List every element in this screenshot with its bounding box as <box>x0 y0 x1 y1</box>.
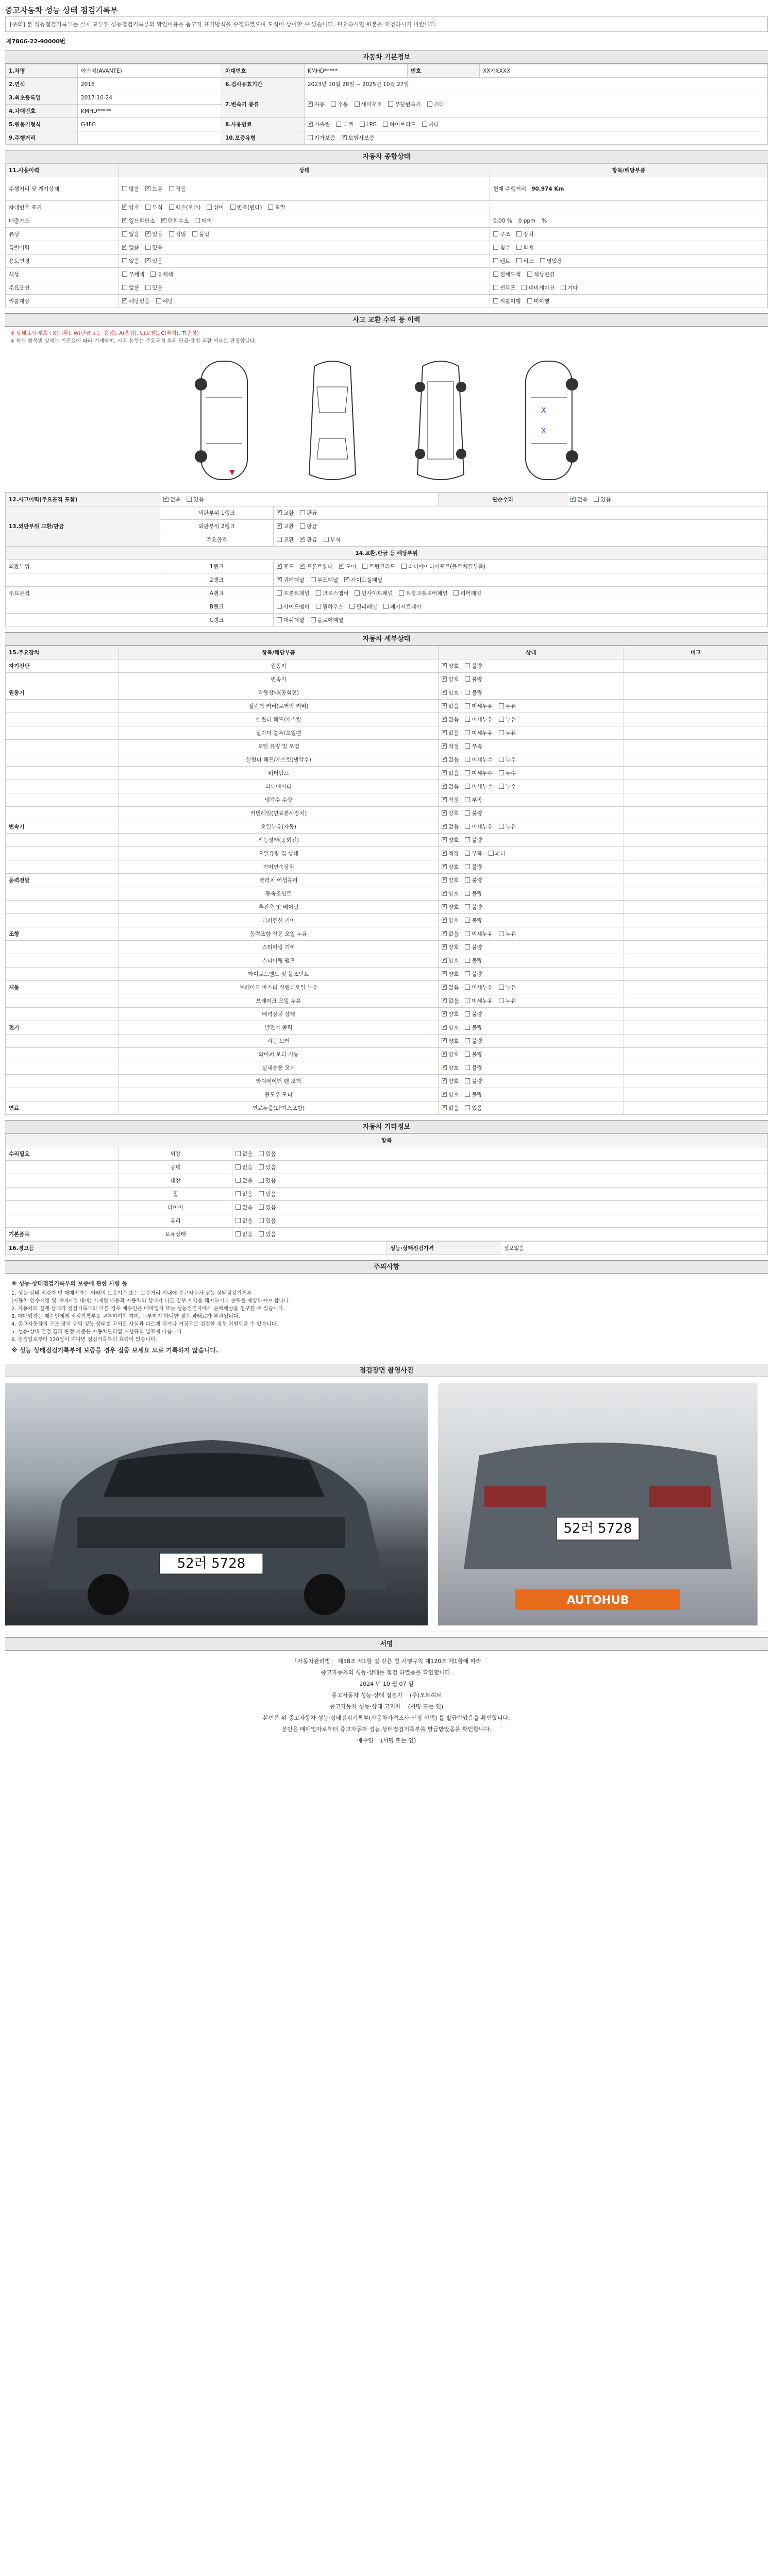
section-overall-status: 자동차 종합상태 <box>5 150 768 163</box>
detail-row: 타이로드엔드 및 볼조인트 ✔ 양호 불량 <box>6 968 768 981</box>
detail-row: 냉각수 수량 ✔ 적정 부족 <box>6 793 768 807</box>
detail-row: 전기 발전기 출력 ✔ 양호 불량 <box>6 1021 768 1035</box>
other-row: 휠 없음 있음 <box>6 1188 768 1201</box>
section-other-info: 자동차 기타정보 <box>5 1120 768 1133</box>
checkbox <box>442 1065 447 1070</box>
section-accident-history: 사고 교환 수리 등 이력 <box>5 313 768 327</box>
checkbox <box>442 944 447 950</box>
other-row: 내장 없음 있음 <box>6 1174 768 1188</box>
other-bottom-table: 16.경고등 성능·상태점검가격 정보없음 <box>5 1241 768 1255</box>
checkbox <box>465 770 470 775</box>
checkbox <box>442 690 447 695</box>
checkbox <box>465 891 470 896</box>
checkbox <box>442 757 447 762</box>
checkbox <box>442 958 447 963</box>
checkbox <box>442 703 447 708</box>
label-mileage: 9.주행거리 <box>6 131 78 145</box>
svg-text:▼: ▼ <box>229 468 235 477</box>
checkbox <box>442 743 447 749</box>
checkbox <box>465 1078 470 1083</box>
detail-row: 스티어링 기어 ✔ 양호 불량 <box>6 941 768 954</box>
detail-row: 오일유량 및 상태 ✔ 적정 부족 과다 <box>6 847 768 860</box>
warranty-options: 자가보증✔ 보험사보증 <box>305 131 768 145</box>
detail-row: 라디에이터 팬 모터 ✔ 양호 불량 <box>6 1075 768 1088</box>
detail-row: 실린더 헤드/개스킷(냉각수) ✔ 없음 미세누수 누수 <box>6 753 768 767</box>
checkbox <box>442 1092 447 1097</box>
value-mileage <box>78 131 222 145</box>
checkbox <box>465 1092 470 1097</box>
detail-row: 브레이크 오일 누유 ✔ 없음 미세누유 누유 <box>6 994 768 1008</box>
label-fuel: 8.사용연료 <box>222 118 305 131</box>
label-inspection-period: 6.검사유효기간 <box>222 78 305 91</box>
plate-text: 52러 5728 <box>177 1556 246 1571</box>
row-label: 용도변경 <box>6 255 119 268</box>
row-label: 특별이력 <box>6 241 119 255</box>
other-row: 광택 없음 있음 <box>6 1161 768 1174</box>
value-chassis: KMHD***** <box>78 105 222 118</box>
detail-row: 연료 연료누출(LP가스포함) ✔ 없음 있음 <box>6 1101 768 1115</box>
detail-row: 추진축 및 베어링 ✔ 양호 불량 <box>6 901 768 914</box>
label-warranty: 10.보증유형 <box>222 131 305 145</box>
detail-row: 배력장치 상태 ✔ 양호 불량 <box>6 1008 768 1021</box>
row-label: 리콜대상 <box>6 295 119 308</box>
document-title: 중고자동차 성능 상태 점검기록부 <box>5 6 118 15</box>
checkbox <box>465 676 470 682</box>
checkbox <box>442 676 447 682</box>
checkbox <box>465 717 470 722</box>
accident-table: 12.사고이력(주요골격 포함) ✔ 없음 있음 단순수리 ✔ 없음 있음 13.외판부위 교환/판금 외판부위 1랭크 ✔ 교환 판금 외판부위 2랭크 ✔ 교환 판금 주요골격 교환✔ 판금 부식 14.교환,판금 등 해당부위 외판부위 1랭크 ✔ 후드✔ 프론트휀더✔ 도어 트렁크리드 라디에이터서포트(볼트체결부품) 2랭크 ✔ 쿼터패널 루프패널✔ 사이드실패널 주요골격 A랭크 프론트패널 크로스멤버 인사이드패널 트렁크플로어패널 리어패널 B랭크 사이드멤버 휠하우스 필러패널 패키지트레이 C랭크 대쉬패널 플로어패널 <box>5 493 768 627</box>
checkbox <box>465 1105 470 1110</box>
row-label: 배출가스 <box>6 214 119 228</box>
section-signature: 서명 <box>5 1637 768 1651</box>
notice: [주의] 본 성능점검기록부는 실제 교부된 성능점검기록부의 확인이용을 돕고자 표기방식을 수정하였으며 도식이 상이할 수 있습니다. 필요하시면 원본을 요청하시기 바랍니다. <box>5 16 768 32</box>
checkbox <box>442 877 447 883</box>
detail-row: 기어변속장치 ✔ 양호 불량 <box>6 860 768 874</box>
checkbox <box>499 998 504 1003</box>
detail-row: 등속조인트 ✔ 양호 불량 <box>6 887 768 901</box>
car-diagram <box>5 348 768 493</box>
checkbox <box>465 703 470 708</box>
label-accident: 12.사고이력(주요골격 포함) <box>6 493 160 506</box>
serial-number: 제7866-22-90000번 <box>6 38 65 45</box>
detail-row: 실린더 커버(로커암 커버) ✔ 없음 미세누유 누유 <box>6 700 768 713</box>
detail-row: 제동 브레이크 마스터 실린더오일 누유 ✔ 없음 미세누유 누유 <box>6 981 768 994</box>
detail-row: 원동기 작동상태(공회전) ✔ 양호 불량 <box>6 686 768 700</box>
checkbox <box>499 985 504 990</box>
detail-row: 라디에이터 ✔ 없음 미세누수 누수 <box>6 780 768 793</box>
detail-row: 스티어링 펌프 ✔ 양호 불량 <box>6 954 768 968</box>
detail-row: 실린더 블록/오일팬 ✔ 없음 미세누유 누유 <box>6 726 768 740</box>
checkbox <box>442 770 447 775</box>
value-inspection-period: 2023년 10월 28일 ~ 2025년 10월 27일 <box>305 78 768 91</box>
overall-status-table: 11.사용이력 상태 항목/해당부품 주행거리 및 계기상태 많음✔ 보통 적음 현재 주행거리 90,974 Km 차대번호 표기 ✔ 양호 부식 훼손(오손) 상이 변조(변타) 도말 배출가스 ✔ 일산화탄소✔ 탄화수소 매연 0.00 % 0 ppm % 튜닝 없음✔ 있음 적법 불법 구조 장치 특별이력 ✔ 없음 있음 침수 화재 용도변경 없음✔ 있음 렌트 리스 영업용 색상 무채색 유채색 전체도색 색상변경 주요옵션 없음 있음 썬루프 네비게이션 기타 리콜대상 ✔ 해당없음 해당 리콜이행 미이행 <box>5 163 768 308</box>
detail-row: 커먼레일(연료분사장치) ✔ 양호 불량 <box>6 807 768 820</box>
checkbox <box>442 904 447 909</box>
checkbox <box>442 797 447 802</box>
checkbox <box>308 101 313 107</box>
row-label: 차대번호 표기 <box>6 201 119 214</box>
checkbox <box>442 864 447 869</box>
checkbox <box>465 918 470 923</box>
front-photo <box>5 1383 428 1625</box>
value-plate: XX가XXXX <box>480 64 768 78</box>
checkbox <box>465 944 470 950</box>
checkbox <box>499 784 504 789</box>
rear-photo <box>438 1383 758 1625</box>
car-left-side-icon <box>186 356 263 485</box>
label-repair: 단순수리 <box>439 493 567 506</box>
checkbox <box>465 851 470 856</box>
parts-group: 외판부위 <box>6 560 160 573</box>
row-label: 튜닝 <box>6 228 119 241</box>
row-label: 주요옵션 <box>6 281 119 295</box>
label-chassis: 4.차대번호 <box>6 105 78 118</box>
row-label: 주행거리 및 계기상태 <box>6 177 119 201</box>
checkbox <box>465 931 470 936</box>
checkbox <box>465 784 470 789</box>
transmission-options: ✔ 자동 수동 세미오토 무단변속기 기타 <box>305 91 768 118</box>
checkbox <box>465 797 470 802</box>
label-outer: 13.외판부위 교환/판금 <box>6 506 160 547</box>
other-info-table: 항목 수리필요 외장 없음 있음 광택 없음 있음 내장 없음 있음 휠 없음 있음 타이어 없음 있음 유리 없음 있음 기본품목 보유상태 없음 있음 <box>5 1133 768 1241</box>
label-vin: 차대번호 <box>222 64 305 78</box>
detail-row: 동력전달 클러치 어셈블리 ✔ 양호 불량 <box>6 874 768 887</box>
checkbox <box>442 810 447 816</box>
car-bottom-icon <box>402 356 479 485</box>
checkbox <box>442 824 447 829</box>
checkbox <box>442 1105 447 1110</box>
label-car-name: 1.차명 <box>6 64 78 78</box>
detail-row: 자기진단 원동기 ✔ 양호 불량 <box>6 659 768 673</box>
checkbox <box>465 877 470 883</box>
checkbox <box>489 851 494 856</box>
label-year: 2.연식 <box>6 78 78 91</box>
other-row: 유리 없음 있음 <box>6 1214 768 1228</box>
checkbox <box>442 784 447 789</box>
basic-info-table <box>5 64 768 145</box>
checkbox <box>442 730 447 735</box>
checkbox <box>442 837 447 842</box>
checkbox <box>442 663 447 668</box>
checkbox <box>465 690 470 695</box>
value-first-reg: 2017-10-24 <box>78 91 222 105</box>
checkbox <box>499 703 504 708</box>
other-row: 타이어 없음 있음 <box>6 1201 768 1214</box>
detail-table: 15.주요장치 항목/해당부품 상태 비고 자기진단 원동기 ✔ 양호 불량 변속기 ✔ 양호 불량 원동기 작동상태(공회전) ✔ 양호 불량 실린더 커버(로커암 커버) ✔ 없음 미세누유 누유 실린더 헤드/개스킷 ✔ 없음 미세누유 누유 실린더 블록/오일팬 ✔ 없음 미세누유 누유 오일 유량 및 오염 ✔ 적정 부족 실린더 헤드/개스킷(냉각수) ✔ 없음 미세누수 누수 워터펌프 ✔ 없음 미세누수 누수 라디에이터 ✔ 없음 미세누수 누수 냉각수 수량 ✔ 적정 부족 커먼레일(연료분사장치) ✔ 양호 불량 변속기 오일누유(자동) ✔ 없음 미세누유 누유 작동상태(공회전) ✔ 양호 불량 오일유량 및 상태 ✔ 적정 부족 과다 기어변속장치 ✔ 양호 불량 동력전달 클러치 어셈블리 ✔ 양호 불량 등속조인트 ✔ 양호 불량 추진축 및 베어링 ✔ 양호 불량 디퍼렌셜 기어 ✔ 양호 불량 조향 동력조향 작동 오일 누유 ✔ 없음 미세누유 누유 스티어링 기어 ✔ 양호 불량 스티어링 펌프 ✔ 양호 불량 타이로드엔드 및 볼조인트 ✔ 양호 불량 제동 브레이크 마스터 실린더오일 누유 ✔ 없음 미세누유 누유 브레이크 오일 누유 ✔ 없음 미세누유 누유 배력장치 상태 ✔ 양호 불량 전기 발전기 출력 ✔ 양호 불량 시동 모터 ✔ 양호 불량 와이퍼 모터 기능 ✔ 양호 불량 실내송풍 모터 ✔ 양호 불량 라디에이터 팬 모터 ✔ 양호 불량 윈도우 모터 ✔ 양호 불량 연료 연료누출(LP가스포함) ✔ 없음 있음 <box>5 646 768 1115</box>
detail-row: 변속기 오일누유(자동) ✔ 없음 미세누유 누유 <box>6 820 768 834</box>
value-engine: G4FG <box>78 118 222 131</box>
checkbox <box>442 985 447 990</box>
checkbox <box>442 1011 447 1016</box>
checkbox <box>465 730 470 735</box>
checkbox <box>465 971 470 976</box>
section-cautions: 주의사항 <box>5 1260 768 1274</box>
checkbox <box>465 1011 470 1016</box>
checkbox <box>465 864 470 869</box>
checkbox <box>465 837 470 842</box>
checkbox <box>465 663 470 668</box>
checkbox <box>465 958 470 963</box>
detail-row: 조향 동력조향 작동 오일 누유 ✔ 없음 미세누유 누유 <box>6 927 768 941</box>
checkbox <box>499 717 504 722</box>
checkbox <box>465 1025 470 1030</box>
value-car-name: 아반떼(AVANTE) <box>78 64 222 78</box>
detail-row: 작동상태(공회전) ✔ 양호 불량 <box>6 834 768 847</box>
checkbox <box>465 998 470 1003</box>
autohub-logo: AUTOHUB <box>566 1594 629 1607</box>
plate-text: 52러 5728 <box>563 1521 632 1536</box>
car-top-icon <box>294 356 371 485</box>
detail-row: 와이퍼 모터 기능 ✔ 양호 불량 <box>6 1048 768 1061</box>
checkbox <box>442 998 447 1003</box>
svg-text:X: X <box>541 427 546 435</box>
checkbox <box>465 1038 470 1043</box>
detail-row: 실내송풍 모터 ✔ 양호 불량 <box>6 1061 768 1075</box>
svg-text:X: X <box>541 406 546 415</box>
other-row: 기본품목 보유상태 없음 있음 <box>6 1228 768 1241</box>
photos <box>5 1377 768 1632</box>
checkbox <box>465 985 470 990</box>
value-year: 2016 <box>78 78 222 91</box>
checkbox <box>442 891 447 896</box>
checkbox <box>465 904 470 909</box>
col-status: 상태 <box>119 164 490 177</box>
car-right-side-icon <box>510 356 587 485</box>
checkbox <box>442 1038 447 1043</box>
row-label: 색상 <box>6 268 119 281</box>
warning-text: ※ 성능 상태점검기록부에 보증을 경우 집중 보세요 으로 기록하지 않습니다. <box>11 1347 219 1354</box>
mileage-value: 90,974 Km <box>531 186 564 192</box>
cautions: ※ 성능·상태점검기록부의 보증에 관한 사항 등 1. 성능·상태 점검자 및 매매업자는 아래의 보증기간 또는 보증거리 이내에 중고자동차 성능 상태점검기록부 (자동차 인수시점 및 매매시점 대비) 기재된 내용과 자동차의 상태가 다른 경우 계약을 해지하거나 손해를 배상하여야 합니다. 2. 자동차의 실제 상태가 점검기록부와 다른 경우 매수인은 매매업자 또는 성능점검자에게 손해배상을 청구할 수 있습니다. 3. 매매업자는 매수인에게 점검기록부를 교부하여야 하며, 교부하지 아니한 경우 과태료가 부과됩니다. 4. 중고자동차의 구조·장치 등의 성능·상태를 고의로 사실과 다르게 적거나 거짓으로 점검한 경우 처벌받을 수 있습니다. 5. 성능·상태 점검 결과 판정 기준은 자동차관리법 시행규칙 별표에 따릅니다. 6. 점검일로부터 120일이 지나면 점검기록부의 효력이 없습니다. ※ 성능 상태점검기록부에 보증을 경우 집중 보세요 으로 기록하지 않습니다. <box>5 1274 768 1359</box>
section-details: 자동차 세부상태 <box>5 632 768 646</box>
checkbox <box>442 1078 447 1083</box>
detail-row: 디퍼렌셜 기어 ✔ 양호 불량 <box>6 914 768 927</box>
label-transmission: 7.변속기 종류 <box>222 91 305 118</box>
checkbox <box>465 810 470 816</box>
checkbox <box>499 824 504 829</box>
label-parts: 14.교환,판금 등 해당부위 <box>6 547 768 560</box>
checkbox <box>465 1052 470 1057</box>
checkbox <box>465 824 470 829</box>
checkbox <box>442 918 447 923</box>
detail-row: 실린더 헤드/개스킷 ✔ 없음 미세누유 누유 <box>6 713 768 726</box>
detail-row: 윈도우 모터 ✔ 양호 불량 <box>6 1088 768 1101</box>
checkbox <box>499 730 504 735</box>
section-photos: 점검장면 촬영사진 <box>5 1364 768 1377</box>
checkbox <box>442 717 447 722</box>
detail-row: 시동 모터 ✔ 양호 불량 <box>6 1035 768 1048</box>
checkbox <box>465 1065 470 1070</box>
checkbox <box>465 743 470 749</box>
label-plate: 번호 <box>408 64 480 78</box>
sign-date: 2024 년 10 월 07 일 <box>359 1681 414 1687</box>
section-basic-info: 자동차 기본정보 <box>5 50 768 64</box>
detail-row: 워터펌프 ✔ 없음 미세누수 누수 <box>6 767 768 780</box>
signature-block: 「자동차관리법」 제58조 제1항 및 같은 법 시행규칙 제120조 제1항에 따라 중고자동차의 성능·상태를 점검 하였음을 확인합니다. 2024 년 10 월 07 일 중고자동차 성능·상태 점검자 (주)오토허브 중고자동차 성능·상태 고지자 (서명 또는 인) 본인은 위 중고자동차 성능·상태점검기록부(자동차가격조사·산정 선택) 를 발급받았음을 확인합니다. 본인은 매매업자로부터 중고자동차 성능·상태점검기록부를 발급받았음을 확인합니다. 매수인 (서명 또는 인) <box>5 1651 768 1752</box>
checkbox <box>442 1052 447 1057</box>
checkbox <box>442 971 447 976</box>
checkbox <box>499 770 504 775</box>
checkbox <box>465 757 470 762</box>
checkbox <box>499 757 504 762</box>
parts-group: 주요골격 <box>6 587 160 600</box>
checkbox <box>499 931 504 936</box>
col-usage: 11.사용이력 <box>6 164 119 177</box>
col-items: 항목/해당부품 <box>490 164 768 177</box>
checkbox <box>442 851 447 856</box>
detail-row: 오일 유량 및 오염 ✔ 적정 부족 <box>6 740 768 753</box>
other-row: 수리필요 외장 없음 있음 <box>6 1147 768 1161</box>
checkbox <box>442 931 447 936</box>
fuel-options: ✔ 가솔린 디젤 LPG 하이브리드 기타 <box>305 118 768 131</box>
detail-row: 변속기 ✔ 양호 불량 <box>6 673 768 686</box>
value-vin: KMHD***** <box>305 64 408 78</box>
label-engine: 5.원동기형식 <box>6 118 78 131</box>
legend: ※ 상태표시 부호 : X(교환), W(판금 또는 용접), A(흠집), U(요철), C(부식), T(손상) ※ 하단 항목별 상세는 기준표에 따라 기재하며, 사고 유무는 주요골격 부위 판금·용접·교환 여부로 판정합니다. <box>10 331 257 344</box>
checkbox <box>442 1025 447 1030</box>
label-first-reg: 3.최초등록일 <box>6 91 78 105</box>
